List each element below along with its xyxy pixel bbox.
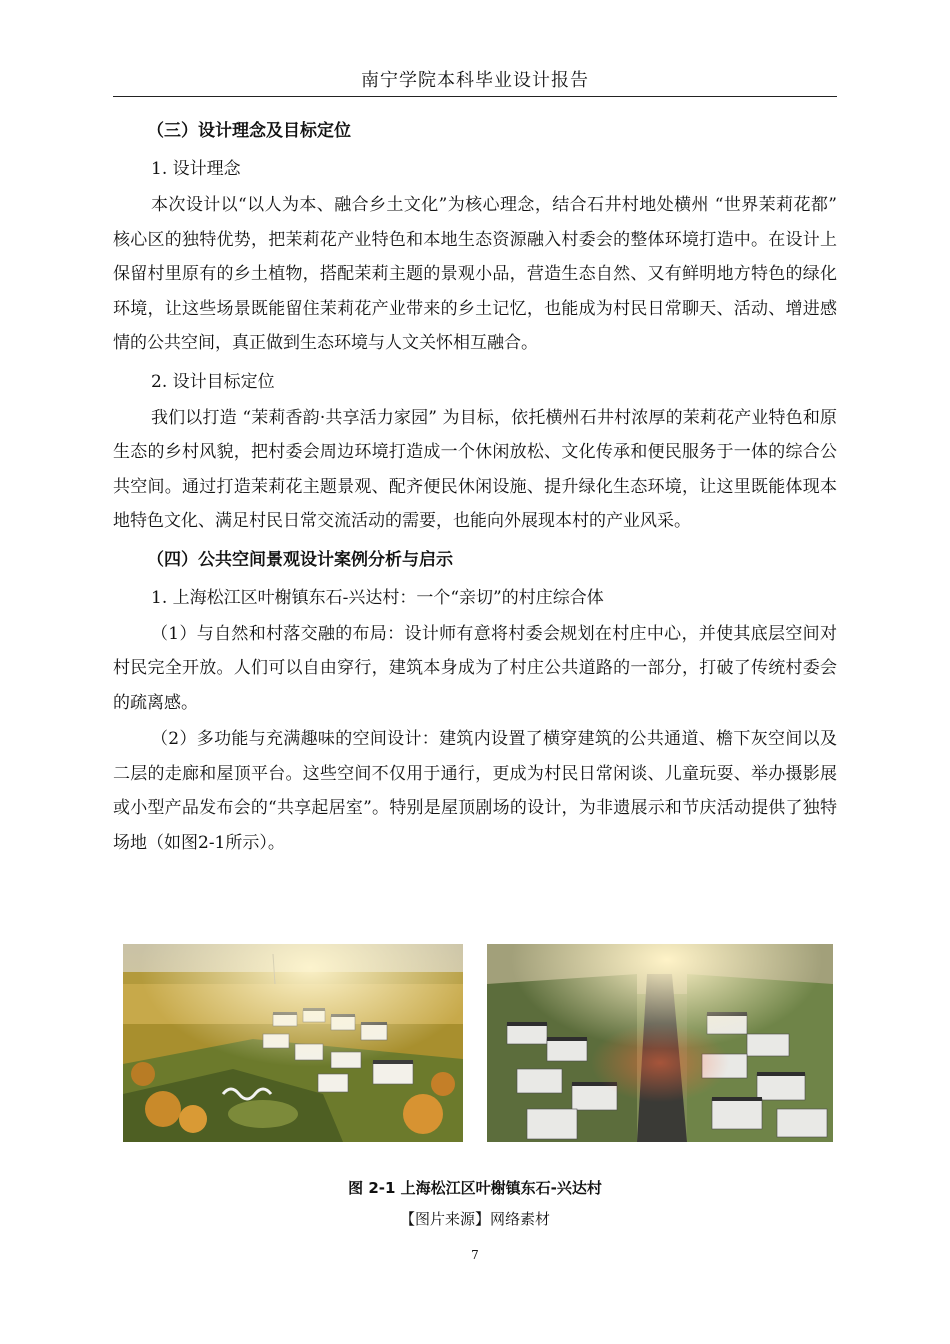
figure-images bbox=[123, 944, 833, 1142]
section-heading-3: （三）设计理念及目标定位 bbox=[147, 121, 351, 141]
paragraph-case-space: （2）多功能与充满趣味的空间设计：建筑内设置了横穿建筑的公共通道、檐下灰空间以及二层的走廊和屋顶平台。这些空间不仅用于通行，更成为村民日常闲谈、儿童玩耍、举办摄影展或小型产品发布会的“共享起居室”。特别是屋顶剧场的设计，为非遗展示和节庆活动提供了独特场地（如图2-1所示）。 bbox=[113, 729, 837, 853]
paragraph-case-layout: （1）与自然和村落交融的布局：设计师有意将村委会规划在村庄中心，并使其底层空间对村民完全开放。人们可以自由穿行，建筑本身成为了村庄公共道路的一部分，打破了传统村委会的疏离感。 bbox=[113, 623, 837, 713]
aerial-photo-right bbox=[487, 944, 833, 1142]
figure-source: 【图片来源】网络素材 bbox=[399, 1210, 550, 1228]
subheading-case-study: 1. 上海松江区叶榭镇东石-兴达村：一个“亲切”的村庄综合体 bbox=[151, 587, 604, 608]
section-heading-4: （四）公共空间景观设计案例分析与启示 bbox=[147, 549, 453, 570]
subheading-design-goal: 2. 设计目标定位 bbox=[151, 371, 275, 392]
header-divider bbox=[113, 96, 837, 97]
aerial-photo-left bbox=[123, 944, 463, 1142]
page-content bbox=[113, 112, 837, 862]
report-header-title: 南宁学院本科毕业设计报告 bbox=[361, 70, 589, 91]
paragraph-design-concept: 本次设计以“以人为本、融合乡土文化”为核心理念，结合石井村地处横州 “世界茉莉花都” 核心区的独特优势，把茉莉花产业特色和本地生态资源融入村委会的整体环境打造中。在设计上保留村里原有的乡土植物，搭配茉莉主题的景观小品，营造生态自然、又有鲜明地方特色的绿化环境，让这些场景既能留住茉莉花产业带来的乡土记忆，也能成为村民日常聊天、活动、增进感情的公共空间，真正做到生态环境与人文关怀相互融合。 bbox=[113, 195, 837, 353]
subheading-design-concept: 1. 设计理念 bbox=[151, 159, 241, 179]
paragraph-design-goal: 我们以打造 “茉莉香韵·共享活力家园” 为目标，依托横州石井村浓厚的茉莉花产业特色和原生态的乡村风貌，把村委会周边环境打造成一个休闲放松、文化传承和便民服务于一体的综合公共空间。通过打造茉莉花主题景观、配齐便民休闲设施、提升绿化生态环境，让这里既能体现本地特色文化、满足村民日常交流活动的需要，也能向外展现本村的产业风采。 bbox=[113, 407, 837, 531]
figure-caption: 图 2-1 上海松江区叶榭镇东石-兴达村 bbox=[348, 1179, 602, 1197]
page-number: 7 bbox=[471, 1248, 479, 1262]
